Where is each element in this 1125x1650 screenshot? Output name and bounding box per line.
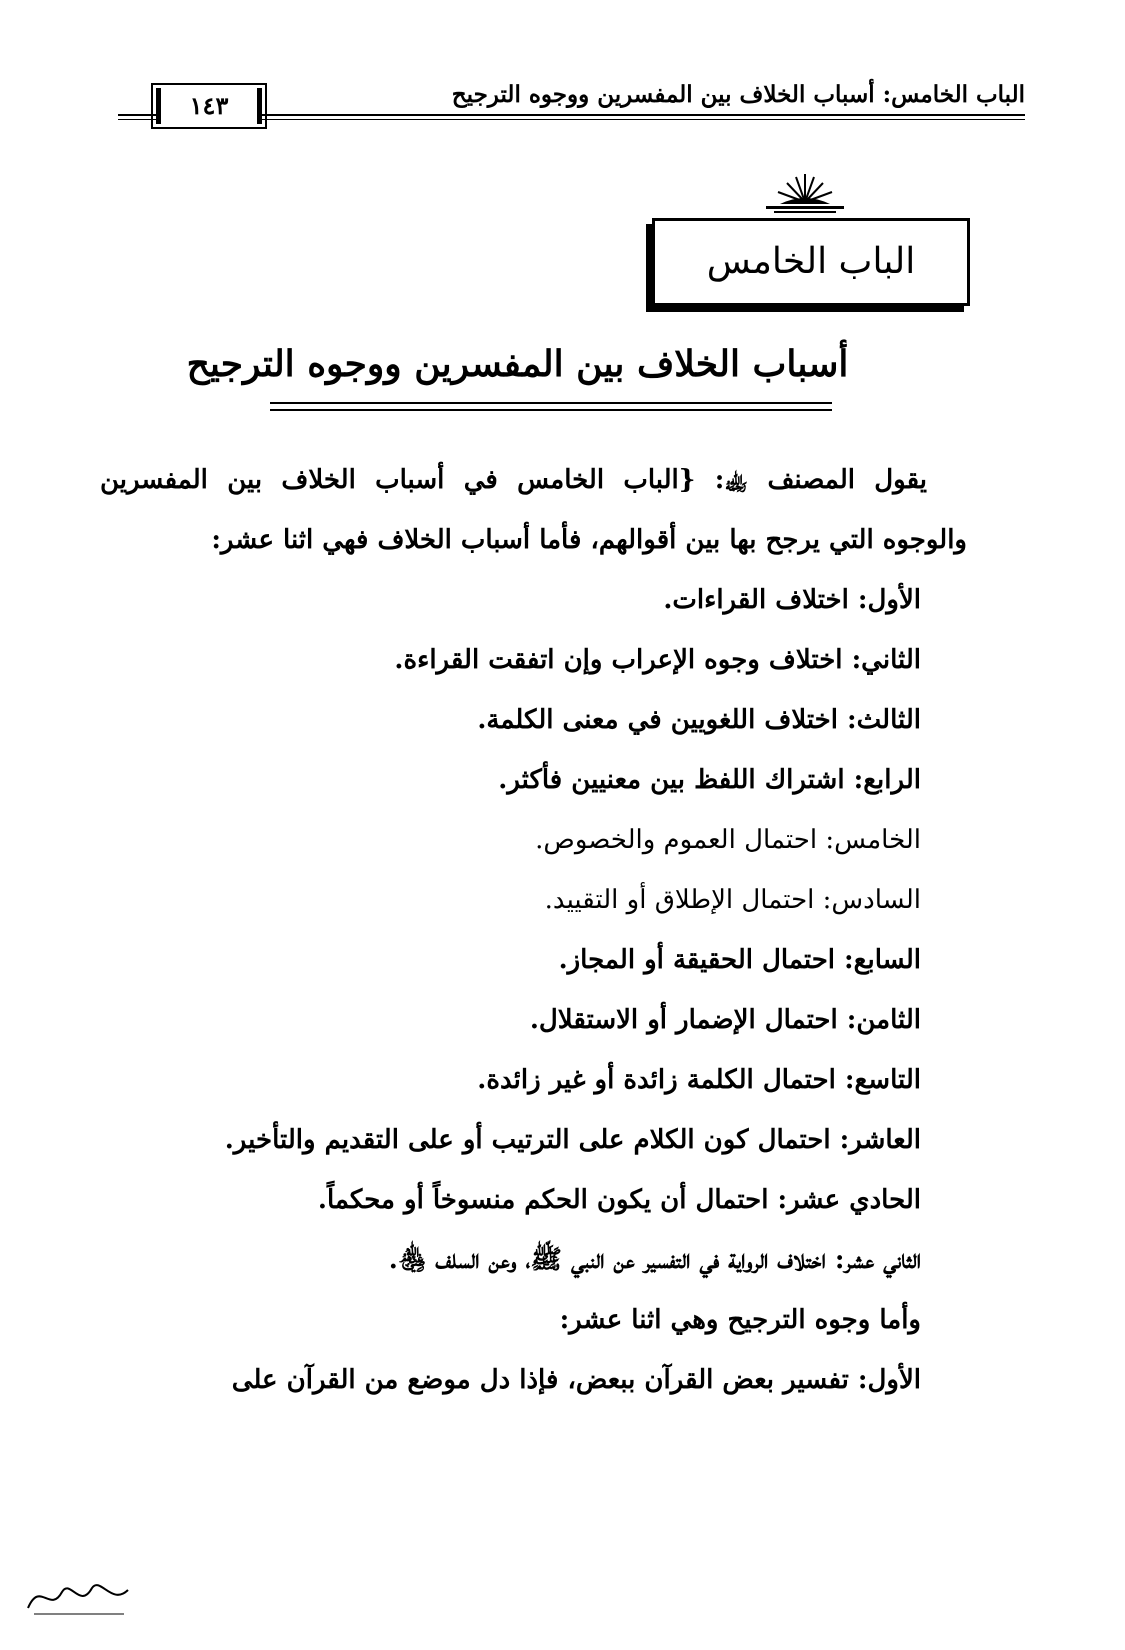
list-item: الحادي عشر: احتمال أن يكون الحكم منسوخاً أو محكماً. bbox=[317, 1185, 921, 1215]
running-title: الباب الخامس: أسباب الخلاف بين المفسرين ووجوه الترجيح bbox=[451, 81, 1025, 108]
chapter-label-box bbox=[652, 218, 970, 306]
library-stamp-icon bbox=[20, 1570, 140, 1620]
page-number: ١٤٣ bbox=[156, 88, 262, 124]
list-item: الخامس: احتمال العموم والخصوص. bbox=[535, 825, 921, 855]
chapter-label: الباب الخامس bbox=[706, 241, 916, 282]
body-text bbox=[100, 450, 967, 1410]
running-header bbox=[118, 78, 1025, 134]
tarjih-intro: وأما وجوه الترجيح وهي اثنا عشر: bbox=[559, 1305, 921, 1335]
chapter-title: أسباب الخلاف بين المفسرين ووجوه الترجيح bbox=[186, 343, 849, 385]
list-item: الأول: اختلاف القراءات. bbox=[663, 585, 921, 615]
intro-paragraph: يقول المصنف ﵀: {الباب الخامس في أسباب الخلاف بين المفسرين والوجوه التي يرجح بها بين أقوالهم، فأما أسباب الخلاف فهي اثنا عشر: bbox=[100, 465, 967, 555]
list-item: السابع: احتمال الحقيقة أو المجاز. bbox=[558, 945, 921, 975]
list-item: التاسع: احتمال الكلمة زائدة أو غير زائدة. bbox=[477, 1065, 921, 1095]
tarjih-first: الأول: تفسير بعض القرآن ببعض، فإذا دل موضع من القرآن على bbox=[231, 1365, 921, 1395]
list-item: السادس: احتمال الإطلاق أو التقييد. bbox=[544, 885, 921, 915]
reasons-list bbox=[100, 570, 967, 1290]
list-item: الثامن: احتمال الإضمار أو الاستقلال. bbox=[529, 1005, 921, 1035]
list-item: الثاني عشر: اختلاف الرواية في التفسير عن النبي ﷺ، وعن السلف ﵃. bbox=[388, 1245, 921, 1275]
title-underline bbox=[270, 402, 832, 416]
list-item: العاشر: احتمال كون الكلام على الترتيب أو على التقديم والتأخير. bbox=[224, 1125, 921, 1155]
list-item: الثاني: اختلاف وجوه الإعراب وإن اتفقت القراءة. bbox=[394, 645, 921, 675]
list-item: الثالث: اختلاف اللغويين في معنى الكلمة. bbox=[477, 705, 921, 735]
list-item: الرابع: اشتراك اللفظ بين معنيين فأكثر. bbox=[498, 765, 921, 795]
sunburst-ornament-icon bbox=[760, 172, 850, 216]
